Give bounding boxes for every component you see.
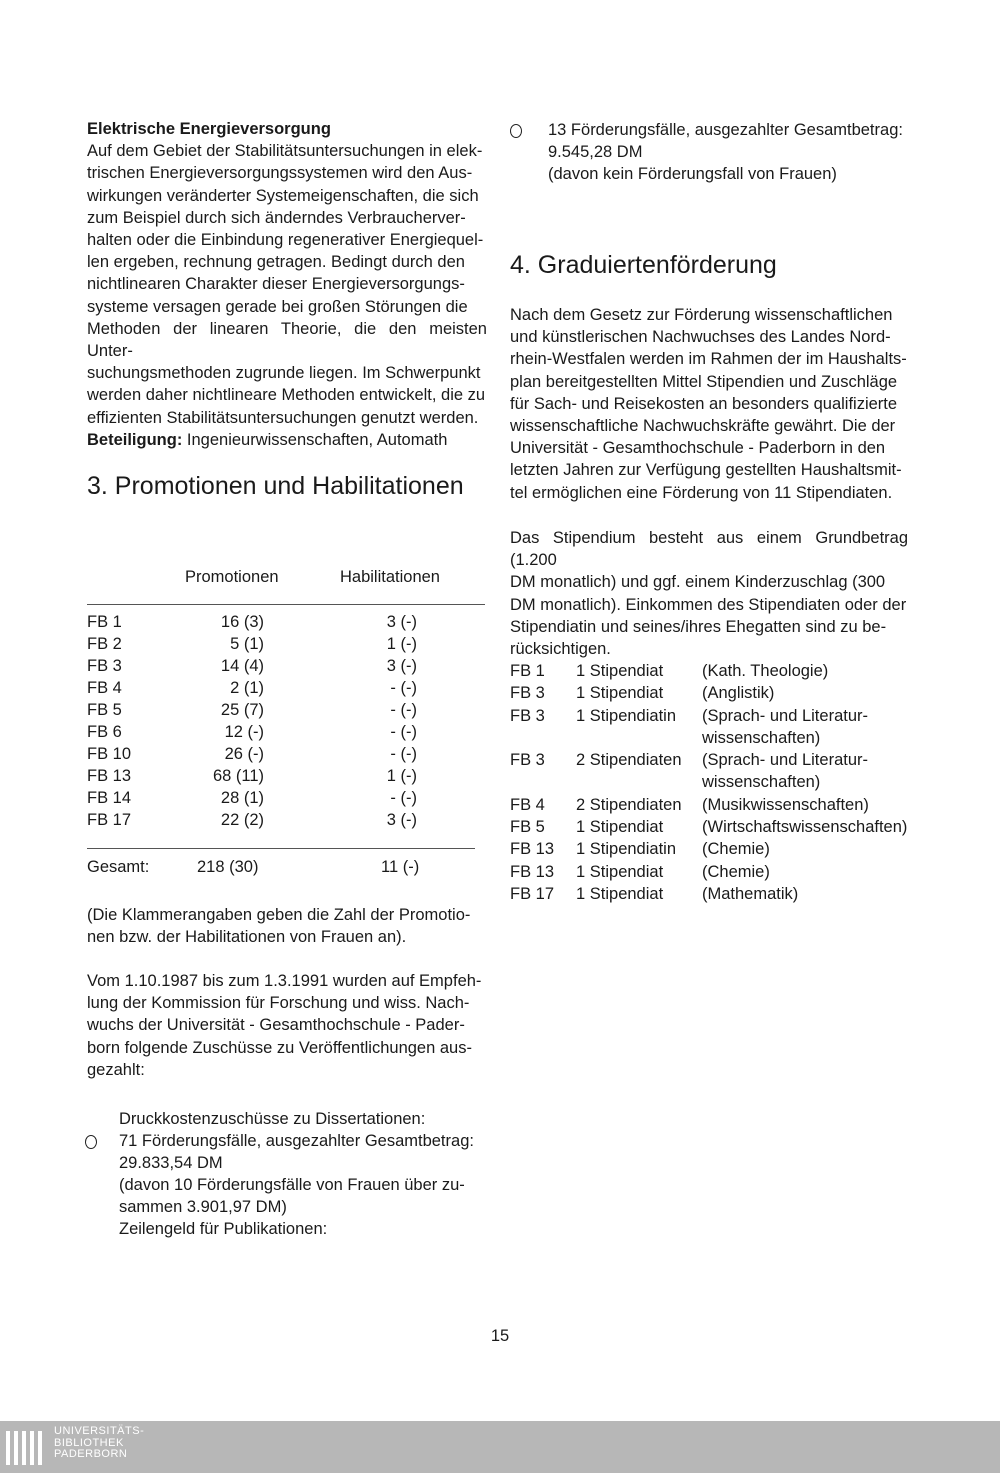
prom-cell: 12 (-) [224,723,264,741]
vom-line: lung der Kommission für Forschung und wiss. Nach- [87,994,470,1013]
table-row [87,701,487,723]
elec-line: len ergeben, rechnung getragen. Bedingt durch den [87,253,465,272]
stip-line: DM monatlich). Einkommen des Stipendiaten oder der [510,595,907,614]
table-row [87,635,487,657]
prom-cell: 22 (2) [220,811,264,829]
table-row [87,613,487,635]
habil-cell: - (-) [390,701,417,719]
druck-block [87,1108,487,1240]
stipend-count: 1 Stipendiatin [576,840,676,859]
fb-cell: FB 14 [87,789,132,807]
elec-section [87,118,487,451]
fb-cell: FB 4 [87,679,122,697]
table-row [87,723,487,745]
prom-cell: 16 (3) [220,613,264,631]
vom-line: Vom 1.10.1987 bis zum 1.3.1991 wurden auf Empfeh- [87,972,482,990]
stipend-field: (Chemie) [702,862,770,881]
stip-line: Das Stipendium besteht aus einem Grundbetrag (1.200 [510,529,908,570]
druck-line: 29.833,54 DM [119,1154,223,1172]
library-name [54,1426,144,1461]
note-line: nen bzw. der Habilitationen von Frauen an). [87,928,407,947]
bullet-circle-icon [85,1135,97,1149]
prom-cell: 25 (7) [220,701,264,719]
page-number: 15 [490,1327,510,1345]
elec-line: zum Beispiel durch sich änderndes Verbraucherver- [87,208,466,227]
druck-line: 71 Förderungsfälle, ausgezahlter Gesamtbetrag: [119,1132,474,1150]
zeilen-block [510,119,930,185]
elec-line: effizienten Stabilitätsuntersuchungen genutzt werden. [87,408,479,427]
header-habilitationen: Habilitationen [340,568,440,586]
elec-line: werden daher nichtlineare Methoden entwickelt, die zu [87,386,486,405]
habil-cell: - (-) [390,723,417,741]
grad-line: tel ermöglichen eine Förderung von 11 Stipendiaten. [510,483,893,502]
habil-cell: - (-) [390,789,417,807]
grad-line: Nach dem Gesetz zur Förderung wissenschaftlichen [510,306,893,324]
stipend-count: 1 Stipendiat [576,684,664,703]
prom-cell: 26 (-) [224,745,264,763]
elec-title: Elektrische Energieversorgung [87,120,331,138]
elec-line: Auf dem Gebiet der Stabilitätsuntersuchungen in elek- [87,142,483,161]
grad-line: für Sach- und Reisekosten an besonders qualifizierte [510,394,898,413]
druck-heading: Druckkostenzuschüsse zu Dissertationen: [119,1110,426,1128]
library-name-line: PADERBORN [54,1448,128,1460]
elec-line: suchungsmethoden zugrunde liegen. Im Schwerpunkt [87,364,481,383]
zeilen-line: 9.545,28 DM [548,143,643,161]
stipend-field: (Sprach- und Literatur- [702,706,868,725]
grad-line: letzten Jahren zur Verfügung gestellten Haushaltsmit- [510,461,902,480]
table-total-row [87,858,487,880]
stipend-fb: FB 13 [510,862,555,881]
section3-title: 3. Promotionen und Habilitationen [87,472,464,500]
fb-cell: FB 17 [87,811,132,829]
stipend-field: (Wirtschaftswissenschaften) [702,817,908,836]
bullet-circle-icon [510,124,522,138]
stipend-fb: FB 4 [510,795,545,814]
druck-line: Zeilengeld für Publikationen: [119,1220,328,1238]
grad-line: wissenschaftliche Nachwuchskräfte gewährt. Die der [510,417,896,436]
table-row [87,811,487,833]
stipend-count: 1 Stipendiatin [576,706,676,725]
zeilen-line: (davon kein Förderungsfall von Frauen) [548,165,837,183]
druck-line: (davon 10 Förderungsfälle von Frauen über zu- [119,1176,465,1194]
table-bottom-rule [87,848,475,849]
elec-line: systeme versagen gerade bei großen Störungen die [87,297,468,316]
habil-cell: 1 (-) [386,635,417,653]
elec-line: trischen Energieversorgungssystemen wird den Aus- [87,164,473,183]
fb-cell: FB 5 [87,701,122,719]
stipend-field: (Musikwissenschaften) [702,795,869,814]
beteiligung [87,429,487,451]
note-paragraph [87,904,487,948]
stipend-field: (Chemie) [702,840,770,859]
stipend-fb: FB 13 [510,840,555,859]
stip-line: DM monatlich) und ggf. einem Kinderzuschlag (300 [510,573,886,592]
stipend-field: (Anglistik) [702,684,775,703]
stipend-count: 1 Stipendiat [576,884,664,903]
prom-cell: 5 (1) [230,635,264,653]
library-footer [0,1421,1000,1473]
stipend-field: (Kath. Theologie) [702,662,829,680]
stipendium-paragraph [510,527,908,660]
beteiligung-text: Ingenieurwissenschaften, Automath [182,430,448,449]
stipend-fb: FB 1 [510,662,545,680]
grad-line: rhein-Westfalen werden im Rahmen der im Haushalts- [510,350,907,369]
table-row [87,745,487,767]
table-row [87,679,487,701]
stipend-fb: FB 3 [510,706,545,725]
table-row [87,657,487,679]
stipend-fb: FB 3 [510,751,545,770]
stipend-field: (Sprach- und Literatur- [702,751,868,770]
stipend-field: (Mathematik) [702,884,799,903]
elec-line: nichtlinearen Charakter dieser Energieversorgungs- [87,275,465,294]
druck-line: sammen 3.901,97 DM) [119,1198,287,1216]
total-habil: 11 (-) [381,858,420,876]
library-name-line: UNIVERSITÄTS- [54,1425,145,1437]
stipend-count: 2 Stipendiaten [576,795,682,814]
stip-line: Stipendiatin und seines/ihres Ehegatten sind zu be- [510,617,887,636]
habil-cell: 1 (-) [386,767,417,785]
habil-cell: 3 (-) [386,811,417,829]
total-prom: 218 (30) [197,858,259,876]
prom-cell: 68 (11) [212,767,264,785]
fb-cell: FB 1 [87,613,122,631]
habil-cell: 3 (-) [386,657,417,675]
elec-line: Methoden der linearen Theorie, die den meisten Unter- [87,319,487,361]
stipend-count: 2 Stipendiaten [576,751,682,770]
stipend-fb: FB 17 [510,884,555,903]
vom-line: gezahlt: [87,1060,145,1079]
stip-line: rücksichtigen. [510,640,611,659]
table-row [87,767,487,789]
habil-cell: 3 (-) [386,613,417,631]
fb-cell: FB 10 [87,745,132,763]
stipend-count: 1 Stipendiat [576,862,664,881]
fb-cell: FB 13 [87,767,132,785]
library-name-line: BIBLIOTHEK [54,1436,124,1449]
stipend-fb: FB 5 [510,817,545,836]
vom-line: born folgende Zuschüsse zu Veröffentlichungen aus- [87,1038,472,1057]
fb-cell: FB 2 [87,635,122,653]
total-label: Gesamt: [87,858,150,876]
habil-cell: - (-) [390,745,417,763]
beteiligung-label: Beteiligung: [87,430,183,449]
fb-cell: FB 3 [87,657,122,675]
prom-cell: 28 (1) [220,789,264,807]
prom-cell: 14 (4) [220,657,264,675]
stipend-count: 1 Stipendiat [576,662,664,680]
habil-cell: - (-) [390,679,417,697]
table-row [87,789,487,811]
prom-cell: 2 (1) [230,679,264,697]
table-top-rule [87,604,485,605]
stipend-count: 1 Stipendiat [576,817,664,836]
stipend-field-continued: wissenschaften) [702,773,821,792]
vom-paragraph [87,970,487,1081]
header-promotionen: Promotionen [185,568,279,586]
section4-title: 4. Graduiertenförderung [510,251,777,279]
grad-paragraph [510,304,908,504]
vom-line: wuchs der Universität - Gesamthochschule - Pader- [87,1016,465,1035]
note-line: (Die Klammerangaben geben die Zahl der Promotio- [87,906,471,924]
stipend-field-continued: wissenschaften) [702,728,821,747]
zeilen-line: 13 Förderungsfälle, ausgezahlter Gesamtbetrag: [548,121,903,139]
elec-line: wirkungen veränderter Systemeigenschaften, die sich [87,186,479,205]
grad-line: plan bereitgestellten Mittel Stipendien und Zuschläge [510,372,898,391]
stipend-fb: FB 3 [510,684,545,703]
fb-cell: FB 6 [87,723,122,741]
elec-line: halten oder die Einbindung regenerativer Energiequel- [87,231,484,250]
grad-line: Universität - Gesamthochschule - Paderborn in den [510,439,886,458]
grad-line: und künstlerischen Nachwuchses des Landes Nord- [510,328,891,347]
